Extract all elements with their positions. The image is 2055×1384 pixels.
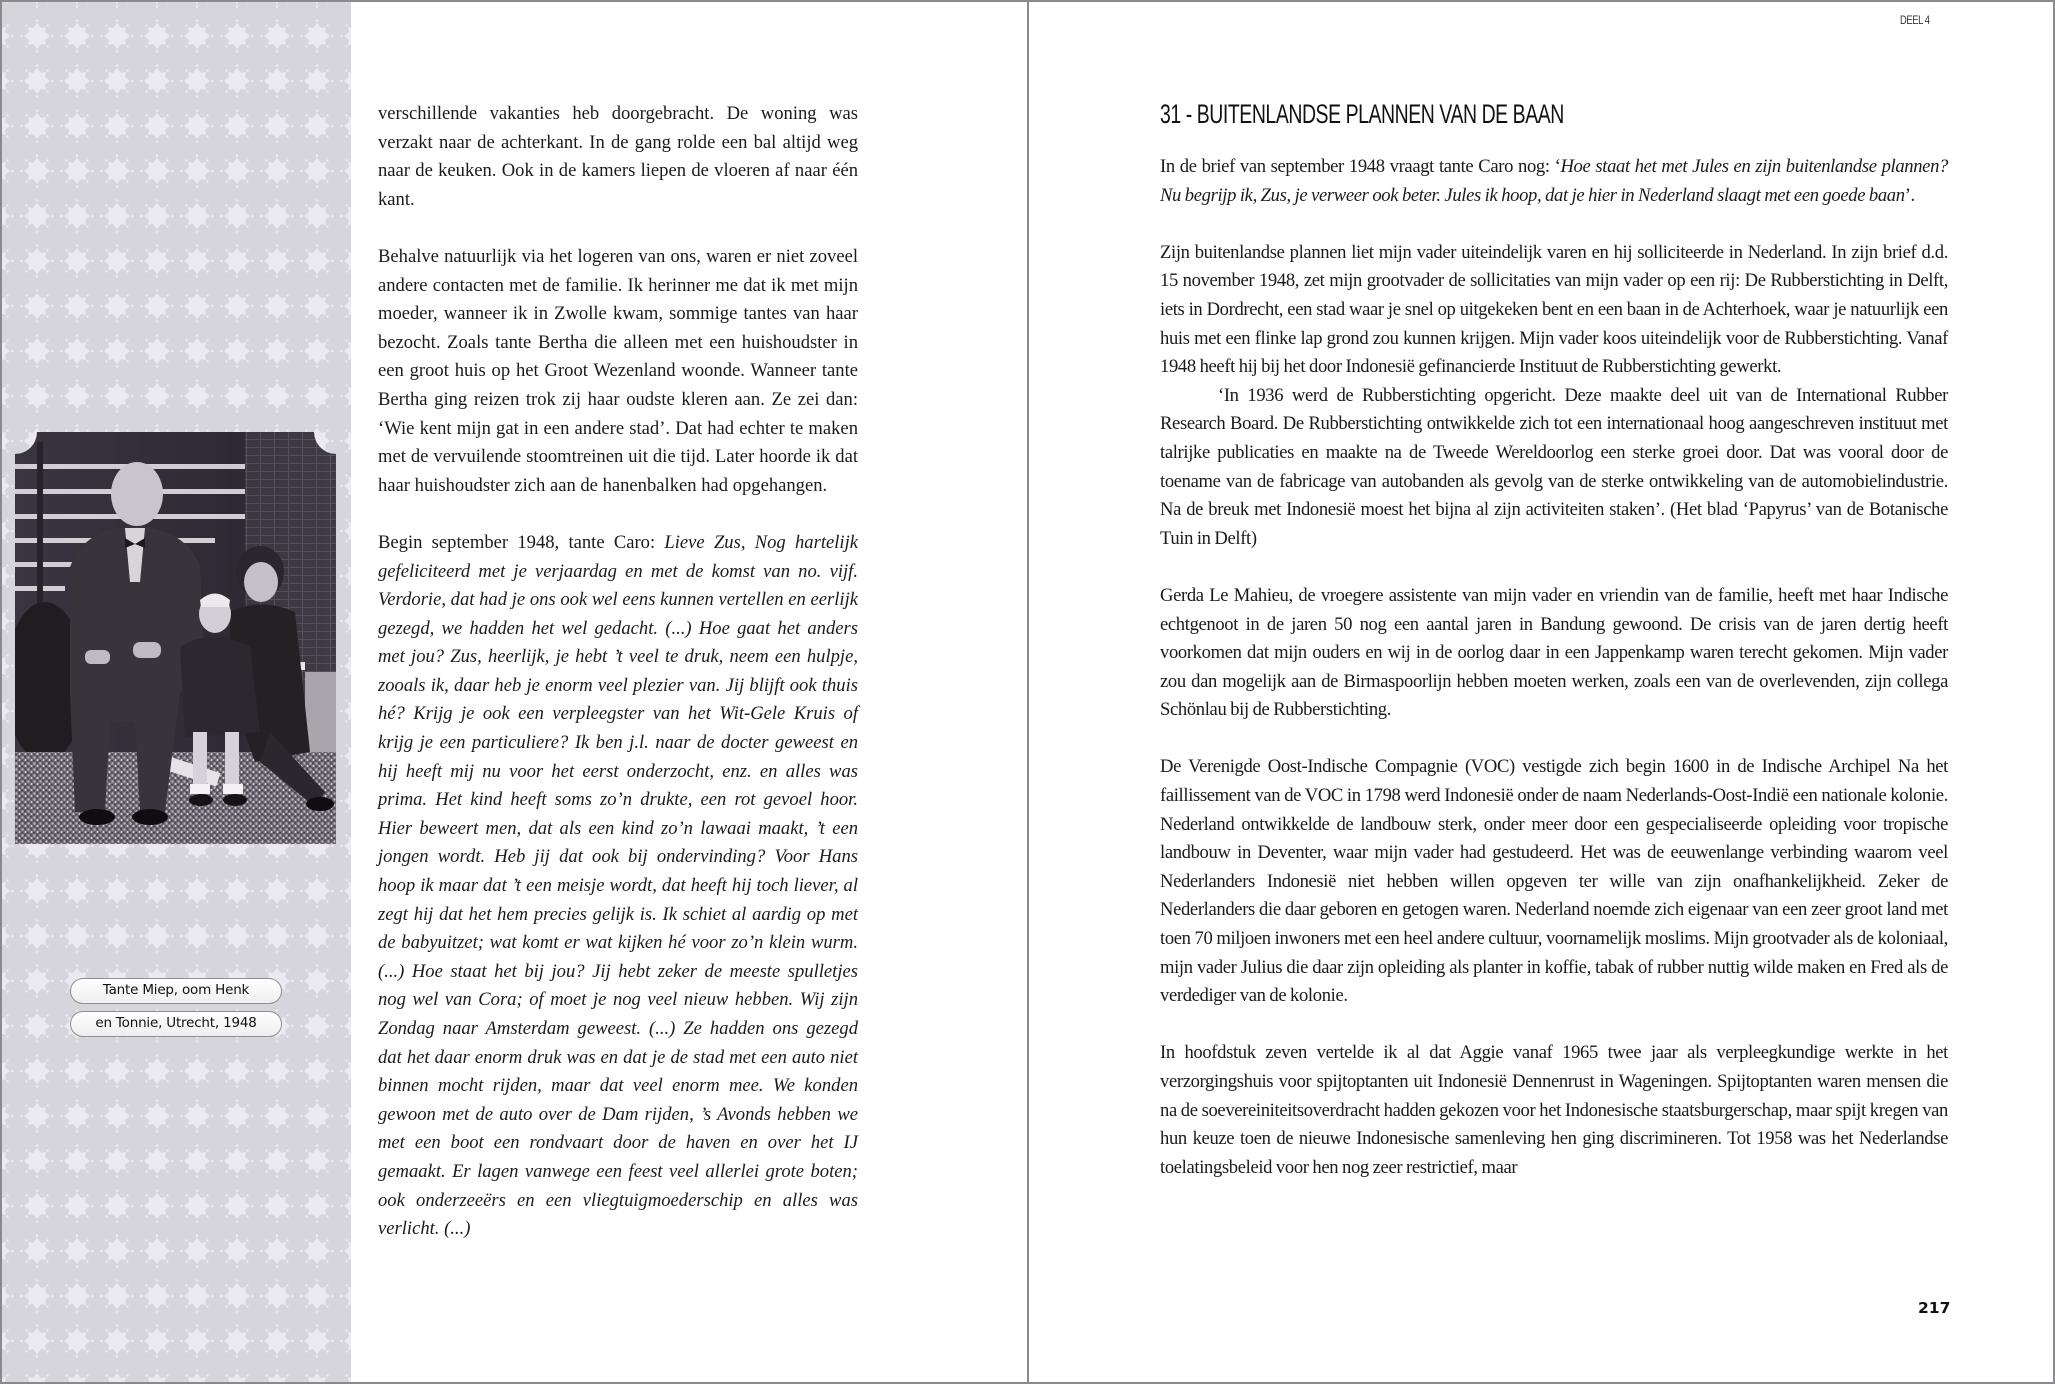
paragraph xyxy=(1160,153,1948,210)
family-photo xyxy=(15,432,336,844)
left-page-body xyxy=(378,100,858,1272)
text-run: ‘In 1936 werd de Rubberstichting opgericht. Deze maakte deel uit van de International Rubber Research Board. De Rubberstichting ontwikkelde zich tot een internationaal hoog aangeschreven instituut met talrijke publicaties en maakte na de Tweede Wereldoorlog een sterke groei door. Dat was vooral door de toename van de fabricage van autobanden als gevolg van de sterke ontwikkeling van de automobielindustrie. Na de breuk met Indonesië moest het bijna al zijn activiteiten staken’. (Het blad ‘Papyrus’ van de Botanische Tuin in Delft) xyxy=(1160,384,1948,549)
running-head: DEEL 4 xyxy=(1900,13,1930,27)
paragraph xyxy=(1160,1039,1948,1182)
paragraph xyxy=(1160,582,1948,725)
paragraph xyxy=(1160,239,1948,382)
text-run: verschillende vakanties heb doorgebracht. De woning was verzakt naar de achterkant. In de gang rolde een bal altijd weg naar de keuken. Ook in de kamers liepen de vloeren af naar één kant. xyxy=(378,103,858,210)
paragraph-indented-quote xyxy=(1160,382,1948,554)
paragraph xyxy=(1160,753,1948,1010)
text-run: In hoofdstuk zeven vertelde ik al dat Aggie vanaf 1965 twee jaar als verpleegkundige werkte in het verzorgingshuis voor spijtoptanten uit Indonesië Dennenrust in Wageningen. Spijtoptanten waren mensen die na de soevereiniteitsoverdracht hadden gekozen voor het Indonesische staatsburgerschap, maar spijt kregen van hun keuze toen de nieuwe Indonesische samenleving hen ging discrimineren. Tot 1958 was het Nederlandse toelatingsbeleid voor hen nog zeer restrictief, maar xyxy=(1160,1042,1948,1178)
page-spine-divider xyxy=(1027,0,1029,1384)
italic-quote-text: Hoe staat het met Jules en zijn buitenlandse plannen? Nu begrijp ik, Zus, je verweer ook beter. Jules ik hoop, dat je hier in Nederland slaagt met een goede baan xyxy=(1160,156,1948,206)
text-run: Behalve natuurlijk via het logeren van ons, waren er niet zoveel andere contacten met de familie. Ik herinner me dat ik met mijn moeder, wanneer ik in Zwolle kwam, sommige tantes van haar bezocht. Zoals tante Bertha die alleen met een huishoudster in een groot huis op het Groot Wezenland woonde. Wanneer tante Bertha ging reizen trok zij haar oudste kleren aan. Ze zei dan: ‘Wie kent mijn gat in een andere stad’. Dat had echter te maken met de vervuilende stoomtreinen uit die tijd. Later hoorde ik dat haar huishoudster zich aan de hanenbalken had opgehangen. xyxy=(378,245,858,496)
text-run: Begin september 1948, tante Caro: xyxy=(378,531,665,553)
text-run: Gerda Le Mahieu, de vroegere assistente van mijn vader en vriendin van de familie, heeft met haar Indische echtgenoot in de jaren 50 nog een aantal jaren in Bandung gewoond. De crisis van de jaren dertig heeft voorkomen dat mijn ouders en wij in de oorlog daar in een Jappenkamp waren terecht gekomen. Mijn vader zou dan mogelijk aan de Birmaspoorlijn hebben moeten werken, zoals een van de overlevenden, zijn collega Schönlau bij de Rubberstichting. xyxy=(1160,584,1948,721)
text-run: In de brief van september 1948 vraagt tante Caro nog: ‘ xyxy=(1160,156,1561,177)
paragraph xyxy=(378,243,858,500)
paragraph xyxy=(378,100,858,214)
text-run: ’. xyxy=(1904,184,1915,206)
text-run: De Verenigde Oost-Indische Compagnie (VOC) vestigde zich begin 1600 in de Indische Archipel Na het faillissement van de VOC in 1798 werd Indonesië onder de naam Nederlands-Oost-Indië een nationale kolonie. Nederland ontwikkelde de landbouw sterk, onder meer door een gespecialiseerde opleiding voor tropische landbouw in Deventer, waar mijn vader had gestudeerd. Het was de eeuwenlange verbinding waarom veel Nederlanders Indonesië niet hebben willen opgeven ter wille van zijn onafhankelijkheid. Zeker de Nederlanders die daar geboren en getogen waren. Nederland noemde zich eigenaar van een zeer groot land met toen 70 miljoen inwoners met een heel andere cultuur, voornamelijk moslims. Mijn grootvader als de koloniaal, mijn vader Julius die daar zijn opleiding als planter in koffie, tabak of rubber nuttig wilde maken en Fred als de verdediger van de kolonie. xyxy=(1160,756,1948,1007)
paragraph-letter-quote xyxy=(378,529,858,1244)
chapter-title: 31 - BUITENLANDSE PLANNEN VAN DE BAAN xyxy=(1160,99,1564,129)
photo-caption-line-2: en Tonnie, Utrecht, 1948 xyxy=(70,1011,282,1037)
photo-caption-line-1: Tante Miep, oom Henk xyxy=(70,978,282,1004)
right-page-body xyxy=(1160,153,1948,1211)
text-run: Zijn buitenlandse plannen liet mijn vader uiteindelijk varen en hij solliciteerde in Nederland. In zijn brief d.d. 15 november 1948, zet mijn grootvader de sollicitaties van mijn vader op een rij: De Rubberstichting in Delft, iets in Dordrecht, een stad waar je snel op uitgekeken bent en een baan in de Achterhoek, waar je natuurlijk een huis met een flinke lap grond zou kunnen krijgen. Mijn vader koos uiteindelijk voor de Rubberstichting. Vanaf 1948 heeft hij bij het door Indonesië gefinancierde Instituut de Rubberstichting gewerkt. xyxy=(1160,241,1948,378)
italic-letter-text: Lieve Zus, Nog hartelijk gefeliciteerd met je verjaardag en met de komst van no. vijf. Verdorie, dat had je ons ook wel eens kunnen vertellen en eerlijk gezegd, we hadden het wel gedacht. (...) Hoe gaat het anders met jou? Zus, heerlijk, je hebt ’t veel te druk, neem een hulpje, zooals ik, daar heb je enorm veel plezier van. Jij blijft ook thuis hé? Krijg je ook een verpleegster van het Wit-Gele Kruis of krijg je een particuliere? Ik ben j.l. naar de docter geweest en hij heeft mij nu voor het eerst onderzocht, enz. en alles was prima. Het kind heeft soms zo’n drukte, een rot gevoel hoor. Hier beweert men, dat als een kind zo’n lawaai maakt, ’t een jongen wordt. Heb jij dat ook bij ondervinding? Voor Hans hoop ik maar dat ’t een meisje wordt, dat heeft hij toch liever, al zegt hij dat het hem precies gelijk is. Ik schiet al aardig op met de babyuitzet; wat komt er wat kijken hé voor zo’n klein wurm. (...) Hoe staat het bij jou? Jij hebt zeker de meeste spulletjes nog wel van Cora; of moet je nog veel nieuw hebben. Wij zijn Zondag naar Amsterdam geweest. (...) Ze hadden ons gezegd dat het daar enorm druk was en dat je de stad met een auto niet binnen mocht rijden, maar dat veel enorm mee. We konden gewoon met de auto over de Dam rijden, ’s Avonds hebben we met een boot een rondvaart door de haven en over het IJ gemaakt. Er lagen vanwege een feest veel allerlei grote boten; ook onderzeeërs en een vliegtuigmoederschip en alles was verlicht. (...) xyxy=(378,531,858,1240)
photo-image xyxy=(15,432,336,844)
page-number: 217 xyxy=(1918,1299,1951,1317)
